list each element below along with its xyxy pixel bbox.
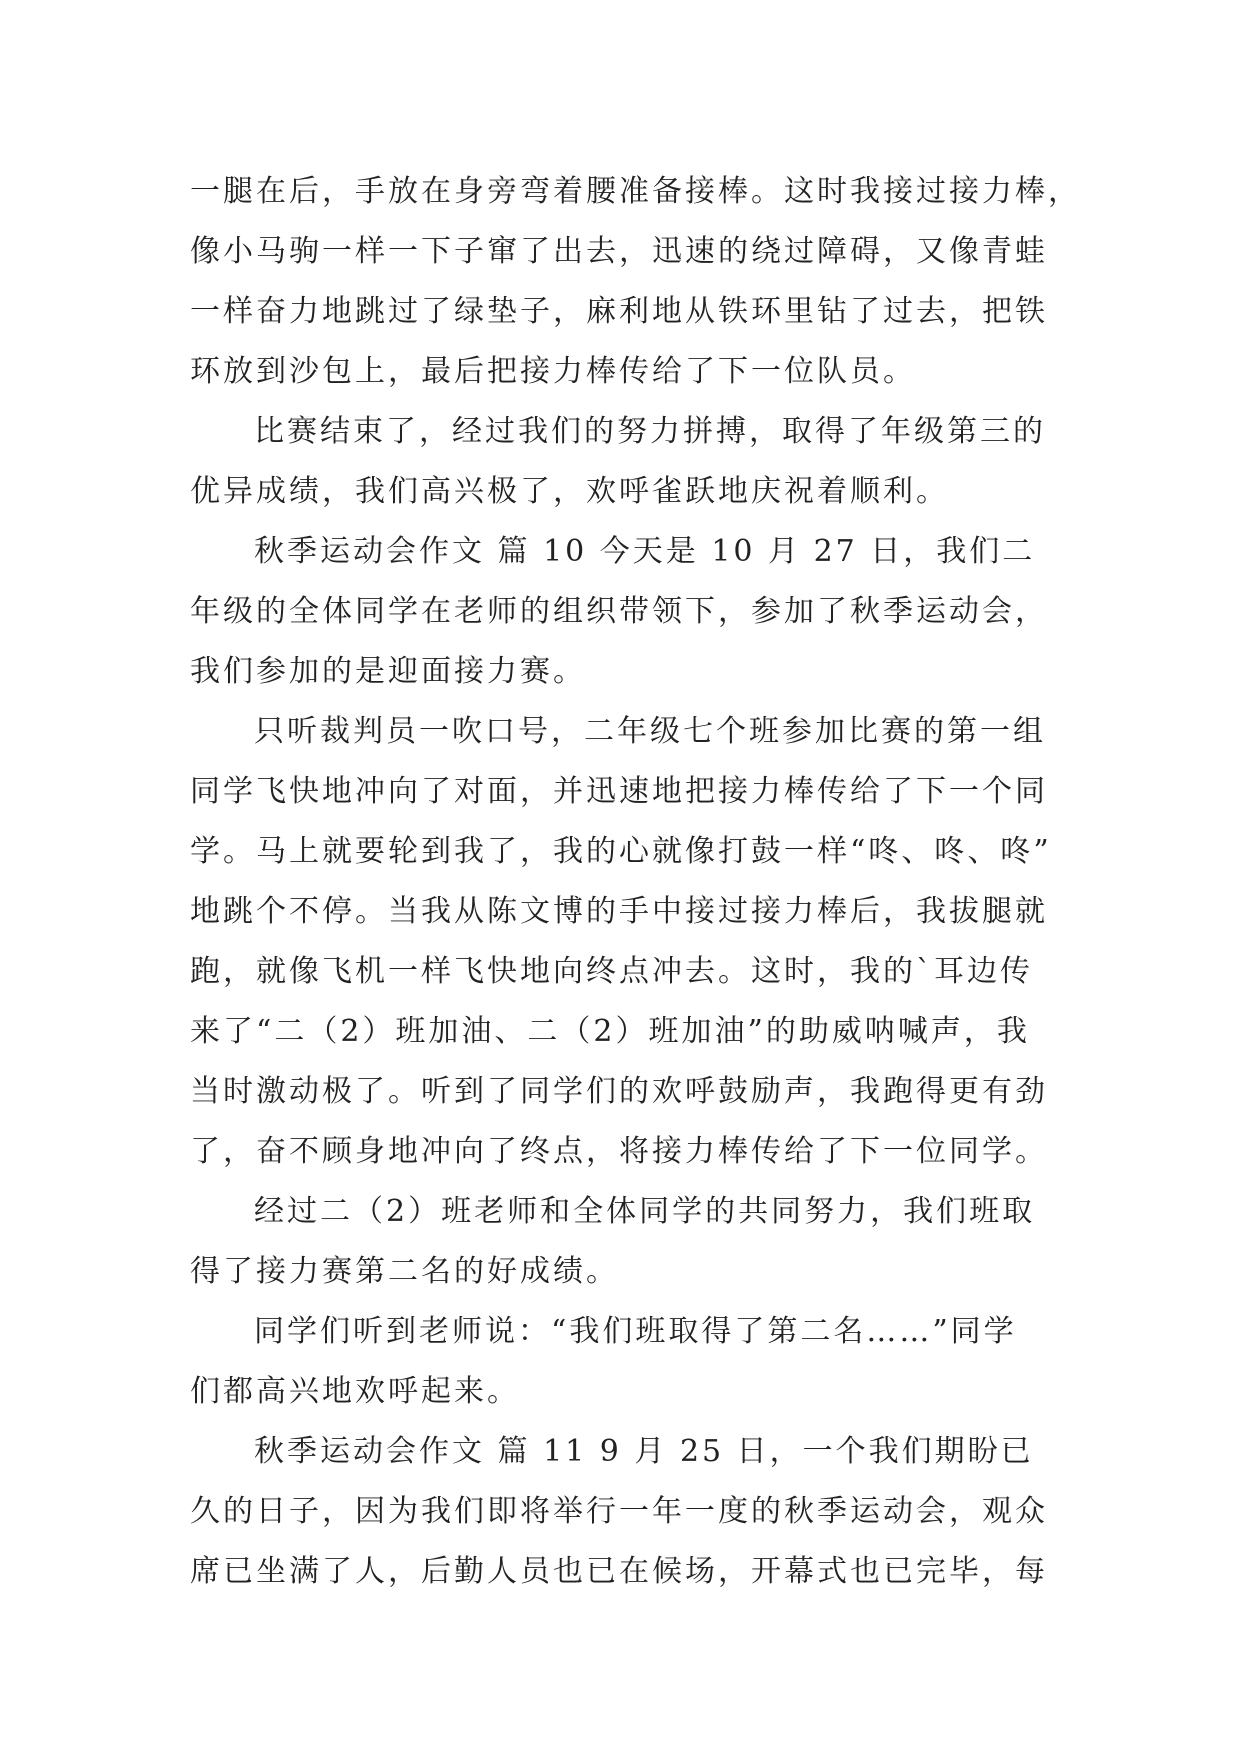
text-line: 秋季运动会作文 篇 10 今天是 10 月 27 日，我们二 [254, 534, 1036, 569]
text-line: 秋季运动会作文 篇 11 9 月 25 日，一个我们期盼已 [254, 1434, 1034, 1469]
text-line: 当时激动极了。听到了同学们的欢呼鼓励声，我跑得更有劲 [190, 1074, 1048, 1109]
text-line: 比赛结束了，经过我们的努力拼搏，取得了年级第三的 [254, 414, 1046, 449]
text-line: 我们参加的是迎面接力赛。 [190, 654, 586, 689]
text-line: 年级的全体同学在老师的组织带领下，参加了秋季运动会， [190, 594, 1048, 629]
text-line: 同学飞快地冲向了对面，并迅速地把接力棒传给了下一个同 [190, 774, 1048, 809]
text-line: 一腿在后，手放在身旁弯着腰准备接棒。这时我接过接力棒， [190, 174, 1081, 209]
text-line: 经过二（2）班老师和全体同学的共同努力，我们班取 [254, 1194, 1036, 1229]
text-line: 只听裁判员一吹口号，二年级七个班参加比赛的第一组 [254, 714, 1046, 749]
text-line: 席已坐满了人，后勤人员也已在候场，开幕式也已完毕，每 [190, 1554, 1048, 1589]
document-body [190, 162, 1081, 1602]
text-line: 优异成绩，我们高兴极了，欢呼雀跃地庆祝着顺利。 [190, 474, 949, 509]
text-line: 地跳个不停。当我从陈文博的手中接过接力棒后，我拔腿就 [190, 894, 1048, 929]
text-line: 同学们听到老师说：“我们班取得了第二名……”同学 [254, 1314, 1017, 1349]
text-line: 环放到沙包上，最后把接力棒传给了下一位队员。 [190, 354, 916, 389]
text-line: 了，奋不顾身地冲向了终点，将接力棒传给了下一位同学。 [190, 1134, 1048, 1169]
text-line: 一样奋力地跳过了绿垫子，麻利地从铁环里钻了过去，把铁 [190, 294, 1048, 329]
text-line: 像小马驹一样一下子窜了出去，迅速的绕过障碍，又像青蛙 [190, 234, 1048, 269]
text-line: 们都高兴地欢呼起来。 [190, 1374, 520, 1409]
text-line: 久的日子，因为我们即将举行一年一度的秋季运动会，观众 [190, 1494, 1048, 1529]
text-line: 跑，就像飞机一样飞快地向终点冲去。这时，我的`耳边传 [190, 954, 1033, 989]
text-line: 来了“二（2）班加油、二（2）班加油”的助威呐喊声，我 [190, 1014, 1030, 1049]
text-line: 得了接力赛第二名的好成绩。 [190, 1254, 619, 1289]
text-line: 学。马上就要轮到我了，我的心就像打鼓一样“咚、咚、咚” [190, 834, 1052, 869]
